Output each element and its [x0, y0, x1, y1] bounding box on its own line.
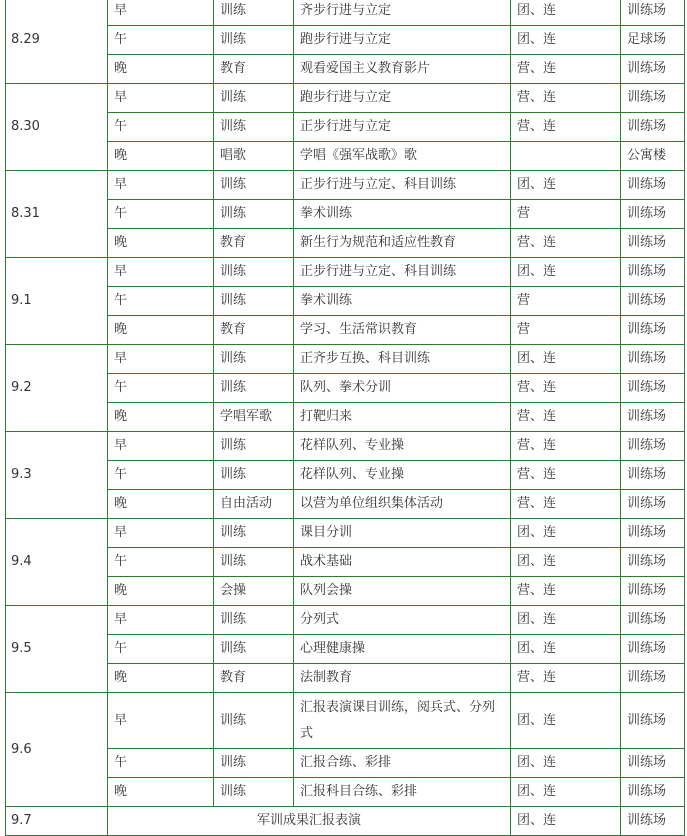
type-cell: 训练	[214, 606, 294, 635]
type-cell: 教育	[214, 229, 294, 258]
units-cell: 营	[511, 316, 621, 345]
units-cell: 团、连	[511, 778, 621, 807]
period-cell: 午	[108, 374, 214, 403]
units-cell: 团、连	[511, 345, 621, 374]
date-cell: 8.31	[6, 171, 108, 258]
table-row	[6, 229, 685, 258]
table-row	[6, 490, 685, 519]
location-cell: 训练场	[621, 432, 685, 461]
location-cell: 训练场	[621, 606, 685, 635]
table-row	[6, 55, 685, 84]
period-cell: 晚	[108, 229, 214, 258]
table-row	[6, 693, 685, 749]
content-cell: 法制教育	[294, 664, 511, 693]
type-cell: 训练	[214, 749, 294, 778]
location-cell: 训练场	[621, 374, 685, 403]
final-content-cell: 军训成果汇报表演	[108, 807, 511, 836]
content-cell: 学唱《强军战歌》歌	[294, 142, 511, 171]
location-cell: 训练场	[621, 84, 685, 113]
period-cell: 午	[108, 113, 214, 142]
table-row	[6, 635, 685, 664]
content-cell: 正齐步互换、科目训练	[294, 345, 511, 374]
content-cell: 新生行为规范和适应性教育	[294, 229, 511, 258]
table-row	[6, 258, 685, 287]
period-cell: 早	[108, 84, 214, 113]
table-row	[6, 548, 685, 577]
training-schedule-table	[5, 0, 685, 836]
period-cell: 午	[108, 26, 214, 55]
table-row	[6, 142, 685, 171]
table-row	[6, 778, 685, 807]
period-cell: 午	[108, 635, 214, 664]
type-cell: 训练	[214, 0, 294, 26]
period-cell: 晚	[108, 316, 214, 345]
period-cell: 早	[108, 432, 214, 461]
units-cell: 团、连	[511, 606, 621, 635]
content-cell: 正步行进与立定、科目训练	[294, 258, 511, 287]
content-cell: 分列式	[294, 606, 511, 635]
period-cell: 早	[108, 258, 214, 287]
type-cell: 训练	[214, 287, 294, 316]
period-cell: 晚	[108, 664, 214, 693]
type-cell: 唱歌	[214, 142, 294, 171]
type-cell: 教育	[214, 664, 294, 693]
period-cell: 午	[108, 749, 214, 778]
location-cell: 训练场	[621, 200, 685, 229]
units-cell: 团、连	[511, 258, 621, 287]
location-cell: 训练场	[621, 0, 685, 26]
content-cell: 汇报科目合练、彩排	[294, 778, 511, 807]
content-cell: 队列会操	[294, 577, 511, 606]
units-cell: 营、连	[511, 55, 621, 84]
type-cell: 教育	[214, 316, 294, 345]
location-cell: 训练场	[621, 519, 685, 548]
table-row	[6, 606, 685, 635]
date-cell: 9.2	[6, 345, 108, 432]
type-cell: 训练	[214, 345, 294, 374]
type-cell: 训练	[214, 778, 294, 807]
period-cell: 早	[108, 171, 214, 200]
schedule-body	[6, 0, 685, 836]
units-cell: 营、连	[511, 229, 621, 258]
table-row	[6, 432, 685, 461]
period-cell: 午	[108, 200, 214, 229]
type-cell: 训练	[214, 374, 294, 403]
content-cell: 花样队列、专业操	[294, 432, 511, 461]
units-cell: 营、连	[511, 432, 621, 461]
table-row	[6, 171, 685, 200]
location-cell: 训练场	[621, 749, 685, 778]
content-cell: 跑步行进与立定	[294, 26, 511, 55]
content-cell: 战术基础	[294, 548, 511, 577]
table-row	[6, 461, 685, 490]
period-cell: 早	[108, 0, 214, 26]
units-cell: 营、连	[511, 577, 621, 606]
units-cell: 团、连	[511, 635, 621, 664]
units-cell: 营	[511, 287, 621, 316]
units-cell: 团、连	[511, 548, 621, 577]
period-cell: 午	[108, 287, 214, 316]
content-cell: 学习、生活常识教育	[294, 316, 511, 345]
table-row	[6, 316, 685, 345]
type-cell: 学唱军歌	[214, 403, 294, 432]
period-cell: 晚	[108, 778, 214, 807]
type-cell: 训练	[214, 26, 294, 55]
units-cell: 营、连	[511, 461, 621, 490]
type-cell: 训练	[214, 84, 294, 113]
content-cell: 汇报合练、彩排	[294, 749, 511, 778]
units-cell: 营	[511, 200, 621, 229]
period-cell: 早	[108, 345, 214, 374]
table-row	[6, 287, 685, 316]
date-cell: 9.1	[6, 258, 108, 345]
period-cell: 晚	[108, 403, 214, 432]
units-cell: 团、连	[511, 171, 621, 200]
location-cell: 训练场	[621, 258, 685, 287]
table-row	[6, 374, 685, 403]
table-row	[6, 84, 685, 113]
units-cell: 营、连	[511, 84, 621, 113]
units-cell: 团、连	[511, 519, 621, 548]
type-cell: 训练	[214, 258, 294, 287]
type-cell: 训练	[214, 635, 294, 664]
location-cell: 训练场	[621, 113, 685, 142]
date-cell: 9.4	[6, 519, 108, 606]
location-cell: 训练场	[621, 316, 685, 345]
table-row	[6, 577, 685, 606]
location-cell: 训练场	[621, 635, 685, 664]
location-cell: 训练场	[621, 807, 685, 836]
table-row	[6, 0, 685, 26]
type-cell: 训练	[214, 171, 294, 200]
location-cell: 训练场	[621, 287, 685, 316]
period-cell: 早	[108, 606, 214, 635]
period-cell: 晚	[108, 142, 214, 171]
content-cell: 拳术训练	[294, 287, 511, 316]
units-cell: 营、连	[511, 113, 621, 142]
location-cell: 训练场	[621, 461, 685, 490]
type-cell: 训练	[214, 548, 294, 577]
type-cell: 训练	[214, 432, 294, 461]
date-cell: 9.7	[6, 807, 108, 836]
units-cell: 团、连	[511, 0, 621, 26]
location-cell: 训练场	[621, 778, 685, 807]
period-cell: 晚	[108, 55, 214, 84]
content-cell: 课目分训	[294, 519, 511, 548]
location-cell: 训练场	[621, 55, 685, 84]
location-cell: 训练场	[621, 548, 685, 577]
type-cell: 自由活动	[214, 490, 294, 519]
type-cell: 训练	[214, 200, 294, 229]
units-cell: 营、连	[511, 664, 621, 693]
table-row	[6, 345, 685, 374]
location-cell: 训练场	[621, 403, 685, 432]
table-row	[6, 403, 685, 432]
date-cell: 9.5	[6, 606, 108, 693]
location-cell: 训练场	[621, 229, 685, 258]
content-cell: 正步行进与立定、科目训练	[294, 171, 511, 200]
type-cell: 训练	[214, 519, 294, 548]
content-cell: 打靶归来	[294, 403, 511, 432]
period-cell: 晚	[108, 490, 214, 519]
content-cell: 花样队列、专业操	[294, 461, 511, 490]
content-cell: 正步行进与立定	[294, 113, 511, 142]
location-cell: 训练场	[621, 345, 685, 374]
date-cell: 8.30	[6, 84, 108, 171]
units-cell: 团、连	[511, 807, 621, 836]
period-cell: 晚	[108, 577, 214, 606]
location-cell: 训练场	[621, 577, 685, 606]
content-cell: 观看爱国主义教育影片	[294, 55, 511, 84]
units-cell: 营、连	[511, 374, 621, 403]
location-cell: 训练场	[621, 171, 685, 200]
table-row	[6, 113, 685, 142]
units-cell: 营、连	[511, 490, 621, 519]
content-cell: 心理健康操	[294, 635, 511, 664]
content-cell: 拳术训练	[294, 200, 511, 229]
table-row	[6, 519, 685, 548]
content-cell: 以营为单位组织集体活动	[294, 490, 511, 519]
units-cell: 营、连	[511, 403, 621, 432]
type-cell: 会操	[214, 577, 294, 606]
date-cell: 9.6	[6, 693, 108, 807]
location-cell: 足球场	[621, 26, 685, 55]
period-cell: 午	[108, 461, 214, 490]
table-row	[6, 200, 685, 229]
content-cell: 跑步行进与立定	[294, 84, 511, 113]
location-cell: 训练场	[621, 664, 685, 693]
type-cell: 训练	[214, 693, 294, 749]
location-cell: 训练场	[621, 490, 685, 519]
period-cell: 早	[108, 693, 214, 749]
table-row	[6, 664, 685, 693]
table-row	[6, 26, 685, 55]
units-cell: 团、连	[511, 693, 621, 749]
content-cell: 队列、拳术分训	[294, 374, 511, 403]
period-cell: 早	[108, 519, 214, 548]
units-cell: 团、连	[511, 26, 621, 55]
units-cell: 团、连	[511, 749, 621, 778]
location-cell: 训练场	[621, 693, 685, 749]
content-cell: 汇报表演课目训练，阅兵式、分列式	[294, 693, 511, 749]
content-cell: 齐步行进与立定	[294, 0, 511, 26]
location-cell: 公寓楼	[621, 142, 685, 171]
type-cell: 教育	[214, 55, 294, 84]
units-cell	[511, 142, 621, 171]
date-cell: 8.29	[6, 0, 108, 84]
type-cell: 训练	[214, 113, 294, 142]
table-row-final	[6, 807, 685, 836]
type-cell: 训练	[214, 461, 294, 490]
date-cell: 9.3	[6, 432, 108, 519]
period-cell: 午	[108, 548, 214, 577]
table-row	[6, 749, 685, 778]
